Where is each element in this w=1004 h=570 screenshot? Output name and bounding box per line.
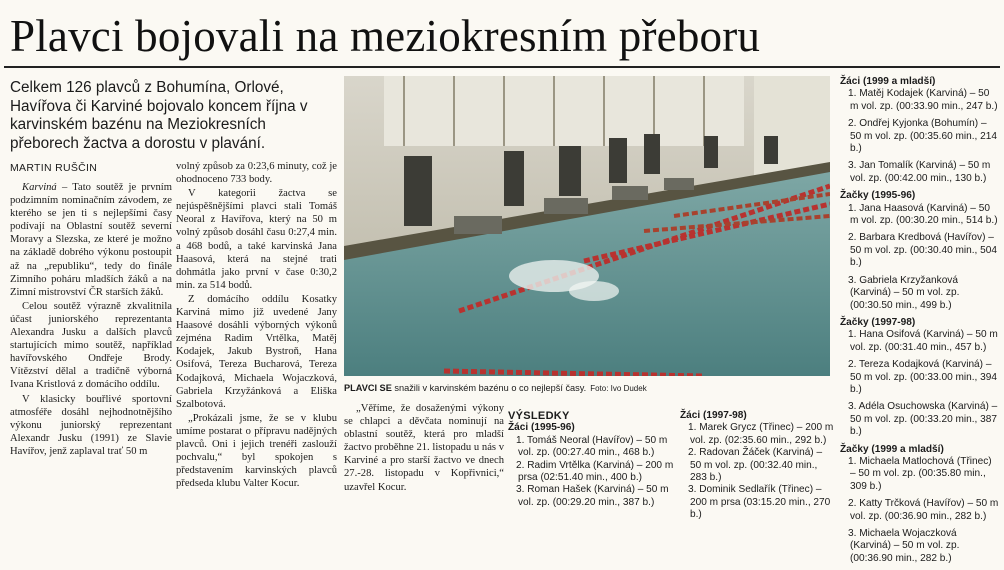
pool-photo-illustration [344, 76, 830, 376]
result-entry: 3. Roman Hašek (Karviná) – 50 m vol. zp. (00:29.20 min., 387 b.) [516, 484, 669, 508]
article-paragraph: V kategorii žactva se nejúspěšnějšími plavci stali Tomáš Neoral z Havířova, který na 50 m volný způsob dosáhl času 0:27,4 min. a 468 bodů, a také karvinská Jana Haasová, která na stejné trati dohmátla jako první v čase 0:30,2 min. za 514 bodů. [176, 188, 337, 291]
result-entry: 2. Katty Trčková (Havířov) – 50 m vol. zp. (00:36.90 min., 282 b.) [848, 498, 999, 522]
result-entry: 2. Radim Vrtělka (Karviná) – 200 m prsa (02:51.40 min., 400 b.) [516, 459, 674, 484]
result-entry: 1. Hana Osifová (Karviná) – 50 m vol. zp. (00:31.40 min., 457 b.) [848, 329, 998, 353]
swimming-pool-photo [344, 76, 830, 376]
article-paragraph: „Prokázali jsme, že se v klubu umíme postarat o přípravu nadějných plavců. Oni i jejich trenéři zaslouží pochvalu,“ byl spokojen s představením karvinských plavců předseda klubu Valter Kocur. [176, 412, 337, 490]
results-category: Žáci (1997-98) [680, 410, 747, 421]
article-paragraph: Celou soutěž výrazně zkvalitnila účast juniorského reprezentanta Alexandra Jusku a dalších plavců startujících mimo soutěž, například havířovského Ondřeje Brody. Vítězství dělal a tradičně výborná Ivana Kristlová z domácího oddílu. [10, 300, 172, 391]
lead-paragraph: Celkem 126 plavců z Bohumína, Orlové, Havířova či Karviné bojovalo koncem října v karvinském bazénu na Meziokresních přeborech žactva a dorostu v plavání. [10, 79, 308, 152]
headline-rule [4, 66, 1000, 68]
results-column-3 [840, 76, 1000, 570]
result-entry: 1. Matěj Kodajek (Karviná) – 50 m vol. zp. (00:33.90 min., 247 b.) [848, 88, 998, 112]
results-category: Žáci (1995-96) [508, 422, 575, 434]
results-category: Žáci (1999 a mladší) [840, 76, 936, 87]
article-column-3 [344, 402, 504, 494]
article-column-2 [176, 160, 337, 490]
photo-credit: Foto: Ivo Dudek [590, 384, 647, 393]
caption-lead: PLAVCI SE [344, 383, 392, 393]
article-paragraph: V klasicky bouřlivé sportovní atmosféře dosáhl nejhodnotnějšího výkonu juniorský reprezentant Alexandr Jusku (1991) ze Slavie Havířov, jenž zaplaval trať 50 m [10, 393, 172, 457]
result-entry: 3. Michaela Wojaczková (Karviná) – 50 m vol. zp. (00:36.90 min., 282 b.) [848, 528, 960, 564]
article-paragraph: volný způsob za 0:23,6 minuty, což je ohodnoceno 733 body. [176, 161, 337, 186]
results-heading: VÝSLEDKY [508, 410, 570, 422]
caption-text: snažili v karvinském bazénu o co nejlepší časy. [391, 383, 587, 393]
result-entry: 1. Michaela Matlochová (Třinec) – 50 m vol. zp. (00:35.80 min., 309 b.) [848, 455, 992, 492]
result-entry: 3. Adéla Osuchowska (Karviná) – 50 m vol. zp. (00:33.20 min., 387 b.) [848, 401, 998, 438]
results-column-2 [680, 410, 834, 522]
results-category: Žačky (1997-98) [840, 316, 916, 328]
result-entry: 3. Dominik Sedlařík (Třinec) – 200 m prsa (03:15.20 min., 270 b.) [688, 484, 831, 521]
article-paragraph: „Věříme, že dosaženými výkony se chlapci a děvčata nominují na oblastní soutěž, která pro mladší žactvo proběhne 21. listopadu u nás v Karviné a pro starší žactvo ve dnech 27.-28. listopadu v Kopřivnici,“ uzavřel Kocur. [344, 403, 504, 493]
result-entry: 3. Gabriela Krzyžanková (Karviná) – 50 m vol. zp. (00:30.50 min., 499 b.) [848, 274, 960, 311]
article-column-1 [10, 181, 172, 458]
results-category: Žačky (1995-96) [840, 190, 916, 202]
result-entry: 2. Barbara Kredbová (Havířov) – 50 m vol. zp. (00:30.40 min., 504 b.) [848, 232, 998, 269]
result-entry: 1. Tomáš Neoral (Havířov) – 50 m vol. zp. (00:27.40 min., 468 b.) [516, 434, 668, 459]
byline: MARTIN RUŠČIN [10, 162, 98, 174]
result-entry: 2. Tereza Kodajková (Karviná) – 50 m vol. zp. (00:33.00 min., 394 b.) [848, 359, 998, 395]
article-paragraph: Z domácího oddílu Kosatky Karviná mimo již uvedené Jany Haasové dosáhli výborných výkonů zejména Radim Vrtělka, Matěj Kodajek, Jakub Bystroň, Hana Osifová, Tereza Bucharová, Tereza Kodajková, Michaela Wojaczková, Gabriela Krzyžánková a Eliška Szalbotová. [176, 293, 337, 410]
article-text: – Tato soutěž je prvním podzimním nominačním závodem, ze kterého se jen ti s nejlepšími časy podívají na Oblastní soutěž severní Moravy a Slezska, ze které je možno na základě dobrého výkonu postoupit až na „republiku“, tedy do finále Zimního poháru mladších žáků a na Zimní mistrovství ČR starších žáků. [10, 182, 172, 298]
results-category: Žačky (1999 a mladší) [840, 443, 944, 455]
result-entry: 1. Marek Grycz (Třinec) – 200 m vol. zp. (02:35.60 min., 292 b.) [688, 422, 834, 446]
article-paragraph [10, 181, 172, 299]
result-entry: 1. Jana Haasová (Karviná) – 50 m vol. zp. (00:30.20 min., 514 b.) [848, 202, 998, 227]
dateline: Karviná [22, 182, 57, 193]
result-entry: 2. Radovan Žáček (Karviná) – 50 m vol. zp. (00:32.40 min., 283 b.) [688, 447, 823, 484]
result-entry: 2. Ondřej Kyjonka (Bohumín) – 50 m vol. zp. (00:35.60 min., 214 b.) [848, 118, 998, 155]
photo-caption [344, 382, 834, 395]
result-entry: 3. Jan Tomalík (Karviná) – 50 m vol. zp. (00:42.00 min., 130 b.) [848, 160, 991, 184]
results-column-1 [508, 410, 676, 509]
headline: Plavci bojovali na meziokresním přeboru [10, 11, 761, 61]
